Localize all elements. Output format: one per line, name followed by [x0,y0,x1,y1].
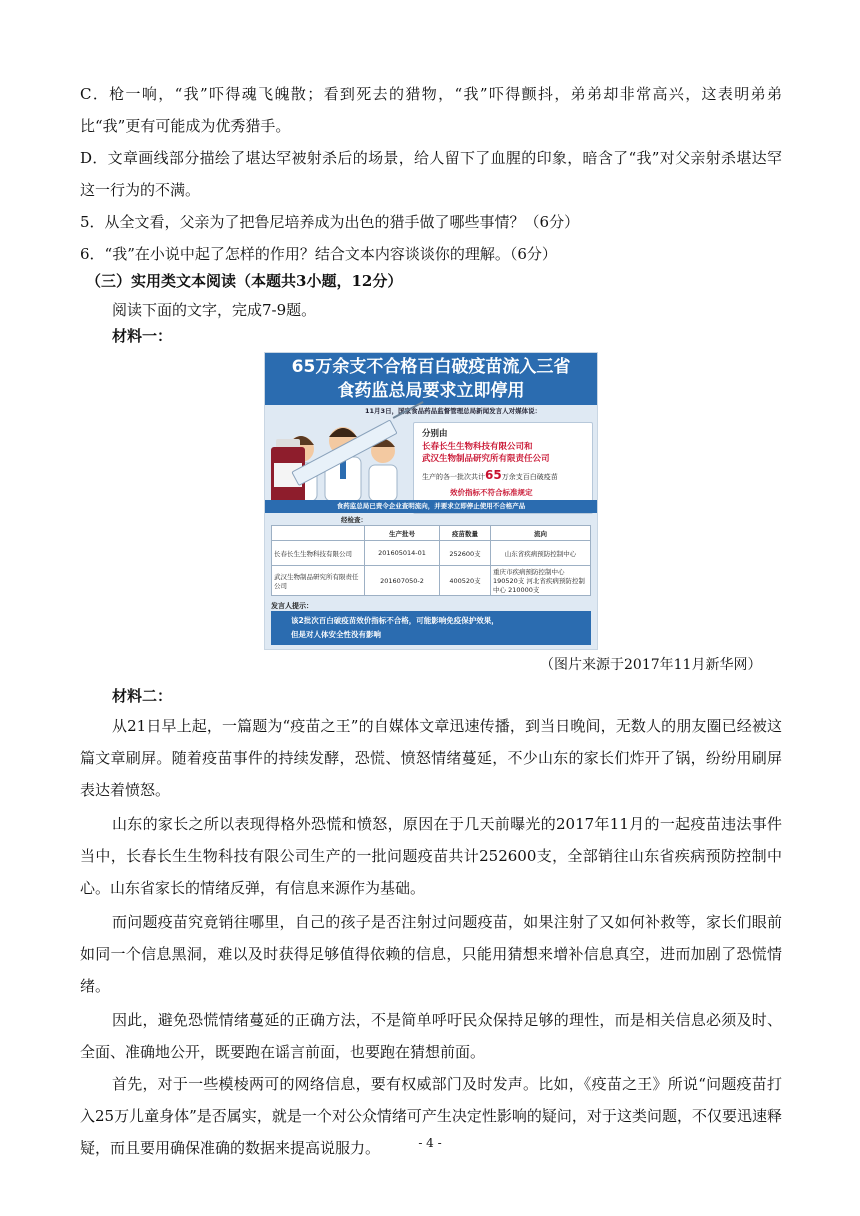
page-number: - 4 - [418,1136,442,1150]
callout-warning: 效价指标不符合标准规定 [450,488,533,497]
table-cell: 252600支 [440,541,491,566]
table-row [272,566,591,596]
company-name: 武汉生物制品研究所有限责任公司 [422,454,550,464]
quantity-suffix: 万余支百白破疫苗 [501,473,558,481]
table-cell: 201605014-01 [365,541,440,566]
vaccine-infographic [264,352,598,650]
infographic-header [265,353,597,405]
section-title: （三）实用类文本阅读（本题共3小题，12分） [86,272,403,290]
table-cell: 400520支 [440,566,491,596]
callout-companies [422,441,592,465]
material-two-label: 材料二： [112,687,173,705]
infographic-title-line2: 食药监总局要求立即停用 [337,381,525,401]
table-cell: 武汉生物制品研究所有限责任公司 [272,566,365,596]
quantity-number: 65 [485,468,502,482]
paragraph: 因此，避免恐慌情绪蔓延的正确方法，不是简单呼吁民众保持足够的理性，而是相关信息必须及时、全面、准确地公开，既要跑在谣言前面，也要跑在猜想前面。 [80,1011,782,1061]
question-5: 5．从全文看，父亲为了把鲁尼培养成为出色的猎手做了哪些事情？（6分） [80,213,580,231]
paragraph: 首先，对于一些模棱两可的网络信息，要有权威部门及时发声。比如，《疫苗之王》所说“问题疫苗打入25万儿童身体”是否属实，就是一个对公众情绪可产生决定性影响的疑问，对于这类问题，不仅要迅速释疑，而且要用确保准确的数据来提高说服力。 [80,1075,782,1157]
table-header: 流向 [491,526,591,541]
table-header-row [272,526,591,541]
callout-intro: 分别由 [422,429,448,439]
quantity-prefix: 生产的各一批次共计 [422,473,485,481]
material-one-label: 材料一： [112,327,173,345]
callout-quantity [422,468,558,482]
paragraph: 从21日早上起，一篇题为“疫苗之王”的自媒体文章迅速传播，到当日晚间，无数人的朋友圈已经被这篇文章刷屏。随着疫苗事件的持续发酵，恐慌、愤怒情绪蔓延，不少山东的家长们炸开了锅，纷纷用刷屏表达着愤怒。 [80,717,782,799]
option-d: D．文章画线部分描绘了堪达罕被射杀后的场景，给人留下了血腥的印象，暗含了“我”对父亲射杀堪达罕这一行为的不满。 [80,149,782,199]
table-header: 疫苗数量 [440,526,491,541]
company-name: 长春长生生物科技有限公司和 [422,442,533,452]
paragraph: 而问题疫苗究竟销往哪里，自己的孩子是否注射过问题疫苗，如果注射了又如何补救等，家长们眼前如同一个信息黑洞，难以及时获得足够值得依赖的信息，只能用猜想来增补信息真空，进而加剧了恐慌情绪。 [80,913,782,995]
table-row [272,541,591,566]
notice-line: 但是对人体安全性没有影响 [291,630,381,639]
infographic-announcement: 11月3日，国家食品药品监督管理总局新闻发言人对媒体说： [365,407,542,415]
table-cell: 山东省疾病预防控制中心 [491,541,591,566]
notice-box [271,611,591,645]
vaccine-table [271,525,591,596]
paragraph: 山东的家长之所以表现得格外恐慌和愤怒，原因在于几天前曝光的2017年11月的一起疫苗违法事件当中，长春长生生物科技有限公司生产的一批问题疫苗共计252600支，全部销往山东省疾病预防控制中心。山东省家长的情绪反弹，有信息来源作为基础。 [80,815,782,897]
question-6: 6．“我”在小说中起了怎样的作用？结合文本内容谈谈你的理解。（6分） [80,245,557,263]
check-label: 经检查： [341,516,367,524]
table-cell: 重庆市疾病预防控制中心 190520支 河北省疾病预防控制中心 210000支 [491,566,591,596]
image-source: （图片来源于2017年11月新华网） [540,657,762,673]
table-header: 生产批号 [365,526,440,541]
table-cell: 201607050-2 [365,566,440,596]
table-cell: 长春长生生物科技有限公司 [272,541,365,566]
notice-line: 该2批次百白破疫苗效价指标不合格，可能影响免疫保护效果， [291,616,499,625]
infographic-title-line1: 65万余支不合格百白破疫苗流入三省 [291,357,571,377]
table-header [272,526,365,541]
instruction: 阅读下面的文字，完成7-9题。 [112,301,317,319]
option-c: C．枪一响，“我”吓得魂飞魄散；看到死去的猎物，“我”吓得颤抖，弟弟却非常高兴，这表明弟弟比“我”更有可能成为优秀猎手。 [80,85,782,135]
infographic-order-bar: 食药监总局已责令企业查明流向，并要求立即停止使用不合格产品 [265,500,597,513]
doctor-icon [369,439,397,501]
notice-title: 发言人提示： [271,602,313,610]
